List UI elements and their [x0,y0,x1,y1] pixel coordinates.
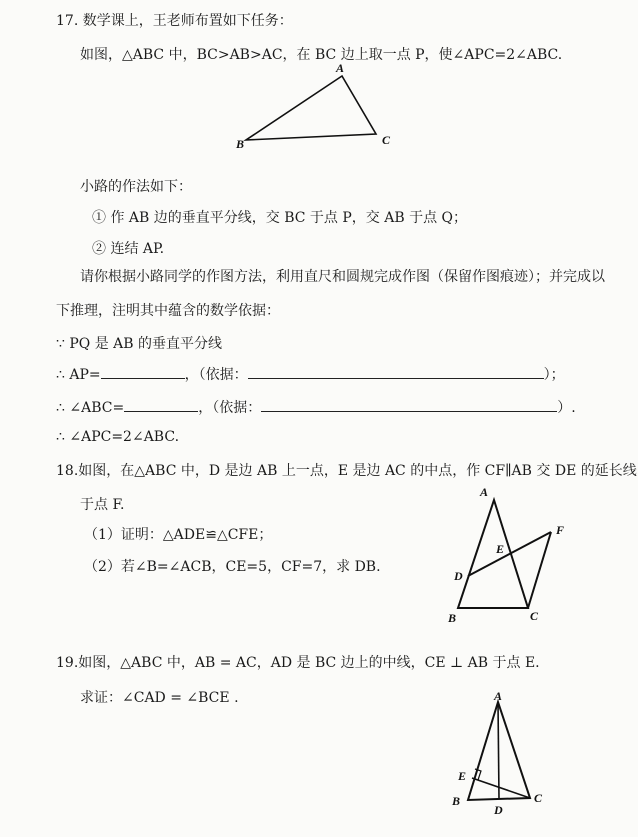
q19-title: 19.如图，△ABC 中，AB = AC，AD 是 BC 边上的中线，CE ⊥ AB 于点 E. [56,655,540,671]
therefore1-end: ）； [543,367,565,383]
q17-step1: ① 作 AB 边的垂直平分线，交 BC 于点 P，交 AB 于点 Q； [92,210,468,226]
label-f: F [556,523,565,537]
q17-therefore1 [56,364,565,384]
answer-blank-angle[interactable] [124,397,198,412]
therefore1-prefix: ∴ AP= [56,367,101,383]
label-b: B [452,794,461,808]
triangle-abc [246,76,376,140]
label-c: C [534,791,543,805]
triangle-abc [458,500,528,608]
q17-request-line2: 下推理，注明其中蕴含的数学依据： [56,303,280,319]
q17-task: 如图，△ABC 中，BC>AB>AC，在 BC 边上取一点 P，使∠APC=2∠ABC. [80,47,563,63]
q17-triangle-figure [230,62,400,152]
label-c: C [382,133,391,147]
q17-method-title: 小路的作法如下： [80,179,192,195]
q18-part2: （2）若∠B=∠ACB，CE=5，CF=7，求 DB. [84,559,381,575]
q19-prove: 求证：∠CAD = ∠BCE . [80,690,239,706]
label-e: E [458,769,467,783]
segment-ce [472,778,530,798]
label-d: D [494,803,503,817]
q17-therefore2 [56,397,576,417]
label-a: A [494,689,503,703]
q17-step2: ② 连结 AP. [92,241,165,257]
q18-figure [438,484,588,628]
label-a: A [480,485,489,499]
therefore1-basis-label: ，（依据： [184,367,248,383]
answer-blank-ap[interactable] [101,364,185,379]
label-d: D [454,569,463,583]
label-b: B [448,611,457,625]
label-c: C [530,609,539,623]
q17-title: 17. 数学课上，王老师布置如下任务： [56,13,293,29]
segment-ad [498,702,499,799]
therefore2-prefix: ∴ ∠ABC= [56,400,125,416]
label-a: A [336,61,345,75]
label-e: E [496,542,505,556]
q18-title-line1: 18.如图，在△ABC 中，D 是边 AB 上一点，E 是边 AC 的中点，作 CF∥AB 交 DE 的延长线 [56,463,637,479]
q17-since: ∵ PQ 是 AB 的垂直平分线 [56,336,223,352]
therefore2-end: ）. [557,400,576,416]
q18-title-line2: 于点 F. [80,497,125,513]
label-b: B [236,137,245,151]
answer-blank-basis2[interactable] [261,397,557,412]
q19-figure [450,690,560,820]
q17-therefore3: ∴ ∠APC=2∠ABC. [56,429,180,445]
therefore2-basis-label: ，（依据： [198,400,262,416]
q18-part1: （1）证明：△ADE≌△CFE； [84,527,273,543]
answer-blank-basis1[interactable] [248,364,544,379]
q17-request-line1: 请你根据小路同学的作图方法，利用直尺和圆规完成作图（保留作图痕迹）；并完成以 [80,269,605,285]
